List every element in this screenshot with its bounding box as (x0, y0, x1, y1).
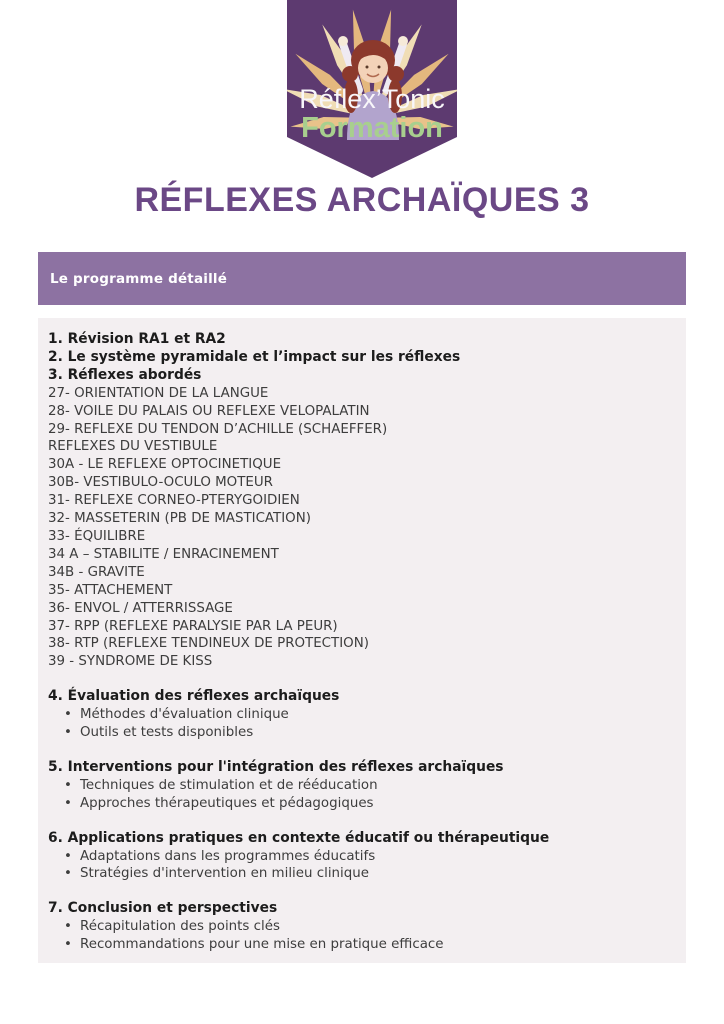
program-bullet-item (48, 865, 674, 883)
program-line: 39 - SYNDROME DE KISS (48, 654, 213, 670)
program-line: 30B- VESTIBULO-OCULO MOTEUR (48, 475, 273, 491)
program-line: 32- MASSETERIN (PB DE MASTICATION) (48, 511, 311, 527)
program-line: 36- ENVOL / ATTERRISSAGE (48, 600, 233, 616)
program-line: 29- REFLEXE DU TENDON D’ACHILLE (SCHAEFFER) (48, 421, 388, 437)
bullet-text: Méthodes d'évaluation clinique (80, 707, 289, 723)
program-line: REFLEXES DU VESTIBULE (48, 439, 218, 455)
bullet-icon: • (64, 866, 72, 882)
program-panel (38, 318, 686, 963)
bullet-icon: • (64, 725, 72, 741)
bullet-icon: • (64, 795, 72, 811)
program-bullet-item (48, 848, 674, 866)
program-spacer (48, 813, 674, 830)
logo-badge (287, 0, 457, 178)
program-section-heading: 1. Révision RA1 et RA2 (48, 331, 226, 347)
program-bullet-item (48, 777, 674, 795)
program-line: 34 A – STABILITE / ENRACINEMENT (48, 546, 279, 562)
bullet-text: Outils et tests disponibles (80, 725, 254, 741)
program-bullet-item (48, 724, 674, 742)
bullet-icon: • (64, 937, 72, 953)
program-line: 30A - LE REFLEXE OPTOCINETIQUE (48, 457, 282, 473)
bullet-icon: • (64, 848, 72, 864)
program-bullet-item (48, 918, 674, 936)
bullet-text: Stratégies d'intervention en milieu clinique (80, 866, 369, 882)
program-line: 38- RTP (REFLEXE TENDINEUX DE PROTECTION) (48, 636, 369, 652)
program-line: 27- ORIENTATION DE LA LANGUE (48, 385, 269, 401)
program-section-heading: 6. Applications pratiques en contexte éducatif ou thérapeutique (48, 829, 550, 846)
program-header-bar (38, 252, 686, 305)
bullet-icon: • (64, 919, 72, 935)
program-line: 28- VOILE DU PALAIS OU REFLEXE VELOPALATIN (48, 403, 370, 419)
page-title: RÉFLEXES ARCHAÏQUES 3 (134, 181, 590, 219)
program-section-heading: 5. Interventions pour l'intégration des réflexes archaïques (48, 758, 504, 775)
bullet-icon: • (64, 777, 72, 793)
bullet-text: Approches thérapeutiques et pédagogiques (80, 795, 374, 811)
bullet-icon: • (64, 707, 72, 723)
program-line: 37- RPP (REFLEXE PARALYSIE PAR LA PEUR) (48, 618, 338, 634)
brand-text: Réflex’Tonic (299, 84, 445, 114)
program-line: 33- ÉQUILIBRE (48, 528, 146, 544)
program-block-list (48, 331, 674, 954)
program-line: 31- REFLEXE CORNEO-PTERYGOIDIEN (48, 493, 300, 509)
program-section-heading: 3. Réflexes abordés (48, 366, 202, 383)
program-bullet-item (48, 706, 674, 724)
formation-text: Formation (301, 112, 443, 144)
program-spacer (48, 742, 674, 759)
bullet-text: Récapitulation des points clés (80, 919, 280, 935)
bullet-text: Techniques de stimulation et de rééducation (80, 777, 378, 793)
program-section-heading: 4. Évaluation des réflexes archaïques (48, 688, 340, 705)
program-section-heading: 7. Conclusion et perspectives (48, 900, 278, 917)
program-spacer (48, 671, 674, 688)
program-line: 34B - GRAVITE (48, 564, 145, 580)
bullet-text: Recommandations pour une mise en pratique efficace (80, 937, 444, 953)
bullet-text: Adaptations dans les programmes éducatifs (80, 848, 376, 864)
program-header-label: Le programme détaillé (50, 270, 228, 287)
program-line: 35- ATTACHEMENT (48, 582, 173, 598)
program-spacer (48, 883, 674, 900)
program-bullet-item (48, 936, 674, 954)
program-bullet-item (48, 795, 674, 813)
program-section-heading: 2. Le système pyramidale et l’impact sur les réflexes (48, 348, 461, 365)
